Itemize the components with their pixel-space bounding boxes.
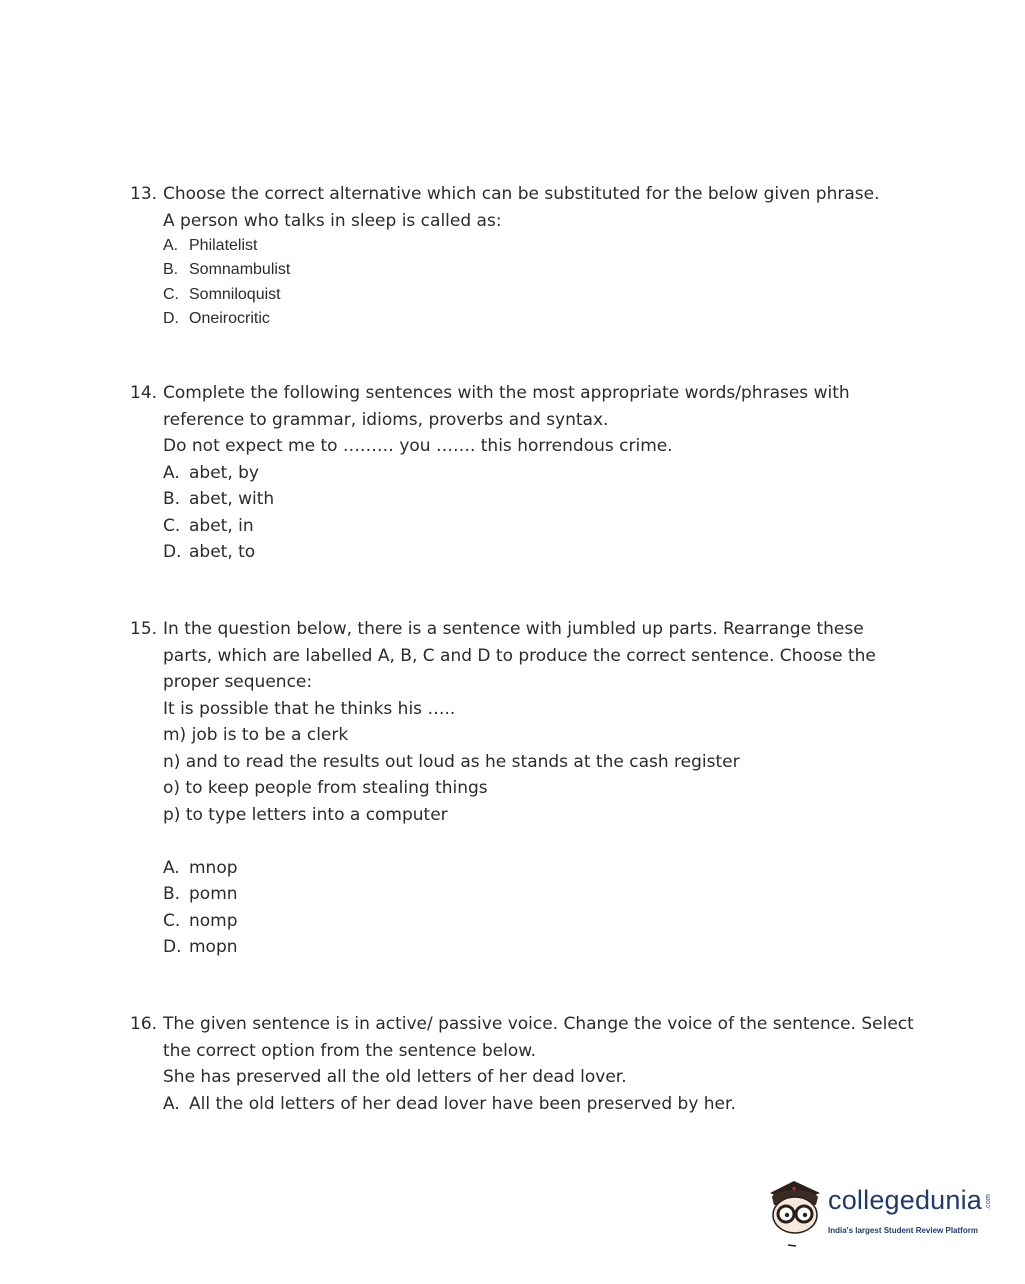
question-number: 15.: [130, 619, 158, 639]
question-16: [130, 1011, 914, 1117]
question-14: [130, 380, 890, 566]
brand-name: collegedunia .com: [828, 1185, 993, 1215]
option: B. pomn: [163, 884, 238, 904]
brand-suffix: .com: [985, 1194, 993, 1210]
question-stem-line: 14. Complete the following sentences with the most appropriate words/phrases with: [130, 380, 890, 407]
option: D. mopn: [163, 937, 238, 957]
question-stem-line: the correct option from the sentence below.: [163, 1040, 536, 1061]
option: D. Oneirocritic: [163, 309, 270, 327]
question-stem-line: parts, which are labelled A, B, C and D to produce the correct sentence. Choose the: [163, 645, 876, 666]
option: D. abet, to: [163, 542, 256, 562]
mascot-icon: [764, 1175, 826, 1251]
jumbled-part: p) to type letters into a computer: [163, 804, 448, 825]
jumbled-part: n) and to read the results out loud as he stands at the cash register: [163, 751, 740, 772]
brand-tagline: India's largest Student Review Platform: [828, 1226, 978, 1235]
question-stem-line: A person who talks in sleep is called as:: [163, 210, 502, 231]
jumbled-part: o) to keep people from stealing things: [163, 778, 488, 798]
option: A. Philatelist: [163, 237, 258, 254]
option: A. mnop: [163, 857, 238, 878]
option: B. Somnambulist: [163, 261, 291, 279]
option: C. nomp: [163, 910, 238, 931]
question-stem-line: It is possible that he thinks his …..: [163, 698, 456, 719]
option: B. abet, with: [163, 489, 275, 509]
question-stem-line: reference to grammar, idioms, proverbs and syntax.: [163, 409, 609, 430]
jumbled-part: m) job is to be a clerk: [163, 725, 349, 745]
question-stem-line: proper sequence:: [163, 672, 313, 692]
question-stem-line: Do not expect me to ……… you ……. this horrendous crime.: [163, 436, 673, 456]
question-13: [130, 181, 890, 331]
question-stem-line: She has preserved all the old letters of her dead lover.: [163, 1067, 627, 1087]
collegedunia-logo: [764, 1175, 994, 1255]
question-number: 16.: [130, 1014, 158, 1034]
question-stem-line: 16. The given sentence is in active/ passive voice. Change the voice of the sentence. Select: [130, 1011, 890, 1038]
option: C. abet, in: [163, 515, 254, 536]
question-number: 13.: [130, 184, 158, 204]
question-stem-line: 15. In the question below, there is a sentence with jumbled up parts. Rearrange these: [130, 616, 890, 643]
option: A. All the old letters of her dead lover have been preserved by her.: [163, 1093, 736, 1114]
question-stem-line: 13. Choose the correct alternative which can be substituted for the below given phrase.: [130, 181, 890, 208]
option: C. Somniloquist: [163, 285, 281, 303]
question-number: 14.: [130, 383, 158, 403]
option: A. abet, by: [163, 462, 259, 483]
question-15: [130, 616, 890, 961]
